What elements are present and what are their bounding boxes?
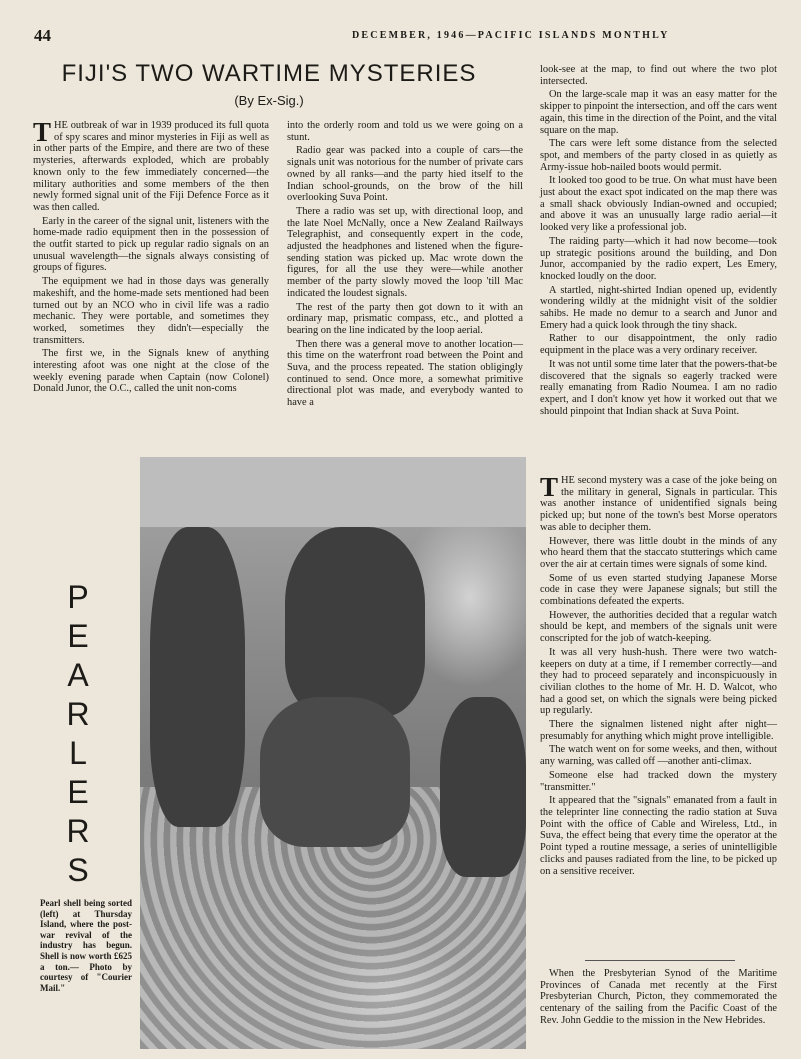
paragraph: The rest of the party then got down to it with an ordinary map, prismatic compass, etc., and plotted a bearing on the line indicated by the loop aerial. [287,301,523,336]
page-number: 44 [34,26,51,45]
news-note [540,968,777,1029]
side-title-letter: P [67,579,89,615]
photo-figure [440,697,526,877]
paragraph [540,472,777,534]
second-mystery-section [540,472,777,879]
paragraph: A startled, night-shirted Indian opened up, evidently wondering wildly at the midnight visit of the soldier sahibs. He made no demur to a search and Junor and Emery had a quick look through the tiny shack. [540,284,777,331]
pearlers-side-title [66,578,90,890]
paragraph-text: HE second mystery was a case of the joke being on the military in general, Signals in particular. This was another instance of unidentified signals being picked up; but none of the town's best Morse operators was able to decipher them. [540,475,777,533]
paragraph: Someone else had tracked down the mystery "transmitter." [540,769,777,793]
paragraph: It was all very hush-hush. There were two watch-keepers on duty at a time, if I remember correctly—and they had to proceed separately and inconspicuously in civilian clothes to the home of Mr. H. D. Walcot, who had a good set, on which the signals were being picked up regularly. [540,646,777,717]
drop-cap: T [33,117,52,147]
photo-sky [140,457,526,527]
running-head: DECEMBER, 1946—PACIFIC ISLANDS MONTHLY [352,30,670,41]
paragraph: Then there was a general move to another location—this time on the waterfront road between the Point and Suva, and the process repeated. The station obligingly continued to send. Once more, a somewhat primitive directional plot was made, and everybody wanted to have a [287,338,523,409]
paragraph: On the large-scale map it was an easy matter for the skipper to pinpoint the intersection, and off the cars went again, this time in the direction of the Point, and the vital square on the map. [540,89,778,136]
paragraph: It looked too good to be true. On what must have been just about the exact spot indicated on the map there was a small shack obviously Indian-owned and occupied; and above it was an unusually large radio aerial—it looked very like a professional job. [540,175,777,234]
pearl-shell-photo [140,457,526,1049]
paragraph: There the signalmen listened night after night—presumably for anything which might prove intelligible. [540,719,777,742]
photo-figure [150,527,245,827]
paragraph: into the orderly room and told us we were going on a stunt. [287,120,523,143]
article-column-3 [540,64,777,419]
side-title-letter: L [69,735,87,771]
paragraph: Rather to our disappointment, the only radio equipment in the place was a very ordinary receiver. [540,333,777,357]
side-title-letter: E [67,618,89,654]
article-column-1 [33,117,269,397]
article-byline: (By Ex-Sig.) [234,93,304,108]
paragraph-text: HE outbreak of war in 1939 produced its full quota of spy scares and minor mysteries in Fiji as well as in other parts of the Empire, and there are two of these mysteries, afterwards exploded, which are probably known only to the few immediately concerned—the military authorities and some members of the then newly formed signal unit of the Fiji Defence Force as it was then called. [33,120,269,213]
paragraph: The equipment we had in those days was generally makeshift, and the home-made sets mentioned had been turned out by an NCO who in civil life was a radio mechanic. They were portable, and sometimes they worked, sometimes they didn't—especially the transmitters. [33,276,269,346]
paragraph: Early in the career of the signal unit, listeners with the home-made radio equipment then in the possession of the outfit started to pick up regular radio signals on an unusual wavelength—the signals always consisting of groups of figures. [33,215,269,274]
article-column-2 [287,120,523,411]
paragraph: It was not until some time later that the powers-that-be discovered that the signals so eagerly tracked were really emanating from Radio Noumea. I am no radio expert, and I don't know yet how it worked out that we should pinpoint that Indian shack at Suva Point. [540,358,777,417]
paragraph: There a radio was set up, with directional loop, and the late Noel McNally, once a New Zealand Railways Telegraphist, and consequently expert in the code, adjusted the headphones and listened when the figure-sending station was picked up. Mac wrote down the figures, for all the use they were—while another member of the party slowly moved the loop 'till Mac indicated the loudest signals. [287,205,523,299]
paragraph: When the Presbyterian Synod of the Maritime Provinces of Canada met recently at the First Presbyterian Church, Picton, they commemorated the centenary of the sailing from the Pacific Coast of the Rev. John Geddie to the mission in the New Hebrides. [540,968,777,1026]
side-title-letter: R [66,813,90,849]
drop-cap: T [540,472,559,502]
section-divider [585,960,735,961]
photo-figure [260,697,410,847]
paragraph: The first we, in the Signals knew of anything interesting afoot was one night at the close of the weekly evening parade when Captain (now Colonel) Donald Junor, the O.C., called the unit non-coms [33,348,269,395]
paragraph: look-see at the map, to find out where the two plot intersected. [540,64,777,87]
side-title-letter: S [67,852,89,888]
paragraph: Radio gear was packed into a couple of cars—the signals unit was notorious for the number of private cars owned by all ranks—and the party hied itself to the Indian school-grounds, on the brow of the hill overlooking Suva Point. [287,145,523,204]
paragraph: The cars were left some distance from the selected spot, and members of the party closed in as quietly as Army-issue hob-nailed boots would permit. [540,138,777,173]
side-title-letter: E [67,774,89,810]
paragraph: Some of us even started studying Japanese Morse code in case they were Japanese signals; but still the combinations defeated the experts. [540,572,777,608]
paragraph: The watch went on for some weeks, and then, without any warning, was called off —another anti-climax. [540,744,777,768]
paragraph [33,117,269,214]
photo-caption: Pearl shell being sorted (left) at Thursday Island, where the post-war revival of the industry has begun. Shell is now worth £625 a ton.— Photo by courtesy of "Courier Mail." [40,898,132,993]
paragraph: However, the authorities decided that a regular watch should be kept, and members of the signals unit were conscripted for the job of watch-keeping. [540,609,777,645]
side-title-letter: R [66,696,90,732]
article-title: FIJI'S TWO WARTIME MYSTERIES [61,60,477,87]
paragraph: It appeared that the "signals" emanated from a fault in the teleprinter line connecting the radio station at Suva Point with the office of Cable and Wireless, Ltd., in Suva, the effect being that every time the operator at the Point typed a routine message, a series of unintelligible clicks and pauses radiated from the line, to be picked up on a sensitive receiver. [540,795,777,877]
side-title-letter: A [67,657,89,693]
paragraph: The raiding party—which it had now become—took up strategic positions around the building, and Don Junor, accompanied by the radio expert, Les Emery, knocked loudly on the door. [540,235,777,282]
paragraph: However, there was little doubt in the minds of any who heard them that the staccato stutterings which came over the air at certain times were signals of some kind. [540,535,777,570]
photo-figure [285,527,425,717]
